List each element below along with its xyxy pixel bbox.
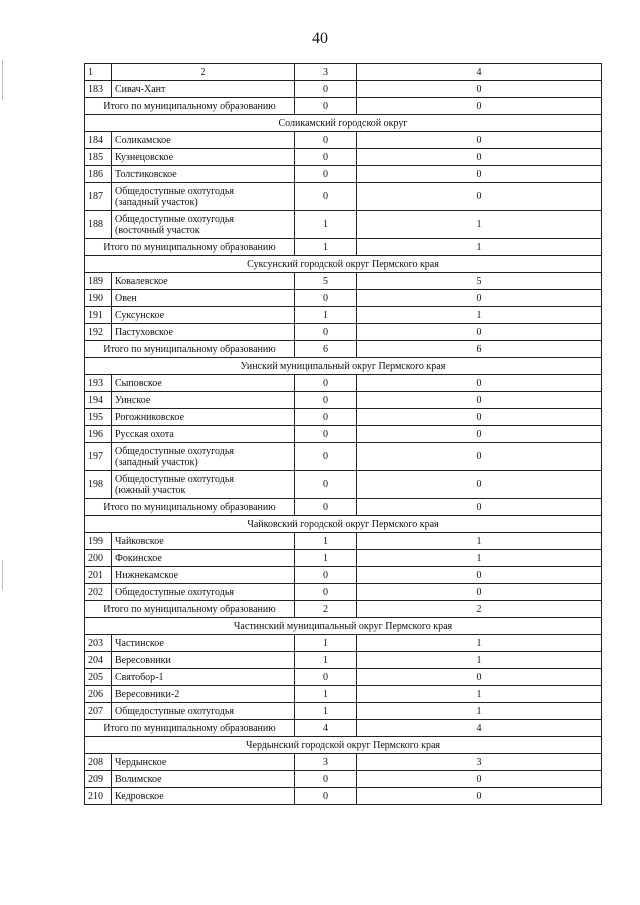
row-name-line: Фокинское	[115, 552, 162, 564]
row-name-line: Соликамское	[115, 134, 171, 146]
row-number: 185	[85, 149, 112, 166]
row-value-c4: 0	[357, 375, 602, 392]
subtotal-value-c4: 0	[357, 499, 602, 516]
row-name-line: Общедоступные охотугодья	[115, 445, 234, 457]
row-name	[112, 584, 295, 601]
subtotal-row	[85, 98, 602, 115]
table-row	[85, 703, 602, 720]
row-value-c4: 1	[357, 550, 602, 567]
row-value-c3: 0	[295, 183, 357, 211]
row-name	[112, 375, 295, 392]
row-number: 206	[85, 686, 112, 703]
row-value-c4: 0	[357, 392, 602, 409]
row-value-c3: 1	[295, 652, 357, 669]
header-cell-4: 4	[357, 64, 602, 81]
row-name	[112, 533, 295, 550]
table-row	[85, 375, 602, 392]
table-row	[85, 567, 602, 584]
row-value-c3: 0	[295, 324, 357, 341]
row-value-c3: 1	[295, 307, 357, 324]
row-name	[112, 81, 295, 98]
row-name-line: (восточный участок	[115, 224, 200, 236]
subtotal-value-c4: 1	[357, 239, 602, 256]
table-header-row	[85, 64, 602, 81]
row-name	[112, 771, 295, 788]
subtotal-label: Итого по муниципальному образованию	[85, 98, 295, 115]
header-cell-1: 1	[85, 64, 112, 81]
subtotal-label: Итого по муниципальному образованию	[85, 341, 295, 358]
row-value-c3: 0	[295, 584, 357, 601]
row-number: 205	[85, 669, 112, 686]
row-value-c4: 1	[357, 635, 602, 652]
row-value-c4: 0	[357, 584, 602, 601]
scan-edge-mark	[2, 60, 3, 100]
subtotal-label: Итого по муниципальному образованию	[85, 601, 295, 618]
row-number: 203	[85, 635, 112, 652]
row-value-c4: 0	[357, 567, 602, 584]
row-number: 187	[85, 183, 112, 211]
row-name	[112, 635, 295, 652]
table-row	[85, 652, 602, 669]
table-row	[85, 754, 602, 771]
row-value-c3: 0	[295, 443, 357, 471]
section-title: Чайковский городской округ Пермского края	[85, 516, 602, 533]
row-number: 191	[85, 307, 112, 324]
subtotal-value-c4: 6	[357, 341, 602, 358]
row-value-c4: 1	[357, 211, 602, 239]
row-number: 186	[85, 166, 112, 183]
table-row	[85, 533, 602, 550]
row-value-c3: 1	[295, 635, 357, 652]
row-value-c3: 1	[295, 550, 357, 567]
table-row	[85, 211, 602, 239]
row-name	[112, 754, 295, 771]
subtotal-row	[85, 239, 602, 256]
row-value-c3: 0	[295, 132, 357, 149]
row-name-line: Общедоступные охотугодья	[115, 705, 234, 717]
row-name-line: Русская охота	[115, 428, 174, 440]
table-row	[85, 584, 602, 601]
table-row	[85, 635, 602, 652]
table-row	[85, 550, 602, 567]
row-name	[112, 149, 295, 166]
table-row	[85, 81, 602, 98]
table-row	[85, 471, 602, 499]
row-value-c4: 1	[357, 307, 602, 324]
section-header-row	[85, 618, 602, 635]
row-number: 196	[85, 426, 112, 443]
row-name-line: Овен	[115, 292, 137, 304]
row-number: 192	[85, 324, 112, 341]
table-row	[85, 183, 602, 211]
table-row	[85, 669, 602, 686]
row-number: 189	[85, 273, 112, 290]
row-value-c3: 0	[295, 409, 357, 426]
subtotal-row	[85, 720, 602, 737]
subtotal-value-c3: 4	[295, 720, 357, 737]
subtotal-label: Итого по муниципальному образованию	[85, 499, 295, 516]
section-header-row	[85, 115, 602, 132]
page-number: 40	[312, 30, 328, 47]
subtotal-label: Итого по муниципальному образованию	[85, 720, 295, 737]
table-row	[85, 686, 602, 703]
row-name-line: Кузнецовское	[115, 151, 174, 163]
subtotal-value-c3: 2	[295, 601, 357, 618]
row-name	[112, 788, 295, 805]
row-value-c4: 1	[357, 686, 602, 703]
row-name-line: Кедровское	[115, 790, 164, 802]
subtotal-value-c4: 4	[357, 720, 602, 737]
row-value-c4: 0	[357, 788, 602, 805]
subtotal-value-c4: 2	[357, 601, 602, 618]
section-header-row	[85, 358, 602, 375]
row-name	[112, 166, 295, 183]
row-value-c4: 3	[357, 754, 602, 771]
row-name-line: Святобор-1	[115, 671, 164, 683]
row-number: 209	[85, 771, 112, 788]
row-name-line: (южный участок	[115, 484, 186, 496]
row-name-line: Толстиковское	[115, 168, 177, 180]
table-row	[85, 166, 602, 183]
section-title: Суксунский городской округ Пермского края	[85, 256, 602, 273]
row-name-line: Чайковское	[115, 535, 164, 547]
row-value-c3: 0	[295, 426, 357, 443]
row-name	[112, 409, 295, 426]
row-value-c4: 0	[357, 409, 602, 426]
row-value-c3: 0	[295, 471, 357, 499]
row-name	[112, 307, 295, 324]
row-number: 200	[85, 550, 112, 567]
row-name	[112, 290, 295, 307]
row-value-c4: 1	[357, 652, 602, 669]
row-name	[112, 324, 295, 341]
row-value-c4: 0	[357, 443, 602, 471]
row-number: 198	[85, 471, 112, 499]
row-value-c4: 0	[357, 669, 602, 686]
subtotal-value-c3: 0	[295, 499, 357, 516]
scan-edge-mark	[2, 560, 3, 590]
row-name-line: Сыповское	[115, 377, 162, 389]
row-number: 194	[85, 392, 112, 409]
row-number: 197	[85, 443, 112, 471]
row-value-c4: 0	[357, 324, 602, 341]
row-name	[112, 426, 295, 443]
row-name	[112, 703, 295, 720]
row-number: 204	[85, 652, 112, 669]
row-value-c3: 5	[295, 273, 357, 290]
row-name-line: Суксунское	[115, 309, 165, 321]
row-name-line: Нижнекамское	[115, 569, 179, 581]
row-value-c4: 0	[357, 290, 602, 307]
row-name	[112, 567, 295, 584]
row-number: 190	[85, 290, 112, 307]
subtotal-row	[85, 601, 602, 618]
row-value-c3: 0	[295, 81, 357, 98]
table-row	[85, 307, 602, 324]
row-name	[112, 443, 295, 471]
row-name-line: Частинское	[115, 637, 164, 649]
row-value-c4: 0	[357, 771, 602, 788]
table-row	[85, 443, 602, 471]
header-cell-3: 3	[295, 64, 357, 81]
row-name-line: Общедоступные охотугодья	[115, 473, 234, 485]
row-value-c4: 5	[357, 273, 602, 290]
row-value-c4: 0	[357, 471, 602, 499]
row-name	[112, 550, 295, 567]
row-value-c3: 0	[295, 771, 357, 788]
row-number: 208	[85, 754, 112, 771]
subtotal-label: Итого по муниципальному образованию	[85, 239, 295, 256]
row-value-c3: 0	[295, 166, 357, 183]
row-name-line: (западный участок)	[115, 196, 198, 208]
row-value-c4: 0	[357, 149, 602, 166]
row-number: 207	[85, 703, 112, 720]
row-number: 188	[85, 211, 112, 239]
row-name-line: Волимское	[115, 773, 162, 785]
row-value-c3: 1	[295, 686, 357, 703]
row-value-c3: 0	[295, 290, 357, 307]
table-row	[85, 290, 602, 307]
row-number: 183	[85, 81, 112, 98]
row-name-line: (западный участок)	[115, 456, 198, 468]
row-value-c3: 0	[295, 567, 357, 584]
subtotal-value-c3: 0	[295, 98, 357, 115]
row-value-c3: 0	[295, 669, 357, 686]
row-name-line: Общедоступные охотугодья	[115, 185, 234, 197]
row-value-c4: 0	[357, 183, 602, 211]
row-name	[112, 471, 295, 499]
row-value-c3: 1	[295, 211, 357, 239]
row-value-c3: 1	[295, 533, 357, 550]
section-header-row	[85, 737, 602, 754]
row-number: 202	[85, 584, 112, 601]
table-row	[85, 392, 602, 409]
row-name	[112, 273, 295, 290]
table-row	[85, 324, 602, 341]
section-title: Частинский муниципальный округ Пермского края	[85, 618, 602, 635]
row-name-line: Общедоступные охотугодья	[115, 586, 234, 598]
table-row	[85, 273, 602, 290]
row-value-c4: 0	[357, 426, 602, 443]
row-value-c3: 0	[295, 392, 357, 409]
row-name	[112, 669, 295, 686]
row-value-c3: 0	[295, 375, 357, 392]
row-value-c3: 3	[295, 754, 357, 771]
row-name	[112, 652, 295, 669]
subtotal-value-c4: 0	[357, 98, 602, 115]
row-number: 193	[85, 375, 112, 392]
row-name-line: Уинское	[115, 394, 151, 406]
section-header-row	[85, 516, 602, 533]
subtotal-value-c3: 1	[295, 239, 357, 256]
row-number: 210	[85, 788, 112, 805]
subtotal-row	[85, 499, 602, 516]
row-name-line: Пастуховское	[115, 326, 173, 338]
row-name-line: Общедоступные охотугодья	[115, 213, 234, 225]
row-name-line: Ковалевское	[115, 275, 168, 287]
row-number: 184	[85, 132, 112, 149]
row-name-line: Вересовники-2	[115, 688, 180, 700]
row-value-c4: 0	[357, 132, 602, 149]
table-row	[85, 409, 602, 426]
row-number: 195	[85, 409, 112, 426]
row-value-c4: 0	[357, 81, 602, 98]
table-row	[85, 426, 602, 443]
row-name	[112, 211, 295, 239]
section-title: Чердынский городской округ Пермского края	[85, 737, 602, 754]
table-row	[85, 132, 602, 149]
row-name	[112, 392, 295, 409]
section-header-row	[85, 256, 602, 273]
subtotal-value-c3: 6	[295, 341, 357, 358]
row-value-c4: 0	[357, 166, 602, 183]
subtotal-row	[85, 341, 602, 358]
data-table	[84, 63, 602, 805]
row-number: 199	[85, 533, 112, 550]
section-title: Соликамский городской округ	[85, 115, 602, 132]
row-name	[112, 132, 295, 149]
row-value-c3: 0	[295, 788, 357, 805]
row-value-c3: 1	[295, 703, 357, 720]
table-row	[85, 771, 602, 788]
header-cell-2: 2	[112, 64, 295, 81]
row-value-c3: 0	[295, 149, 357, 166]
table-row	[85, 788, 602, 805]
table-row	[85, 149, 602, 166]
row-name	[112, 686, 295, 703]
row-number: 201	[85, 567, 112, 584]
row-name-line: Вересовники	[115, 654, 171, 666]
section-title: Уинский муниципальный округ Пермского края	[85, 358, 602, 375]
row-value-c4: 1	[357, 533, 602, 550]
row-name	[112, 183, 295, 211]
row-name-line: Чердынское	[115, 756, 167, 768]
row-name-line: Сивач-Хант	[115, 83, 166, 95]
row-name-line: Рогожниковское	[115, 411, 184, 423]
row-value-c4: 1	[357, 703, 602, 720]
